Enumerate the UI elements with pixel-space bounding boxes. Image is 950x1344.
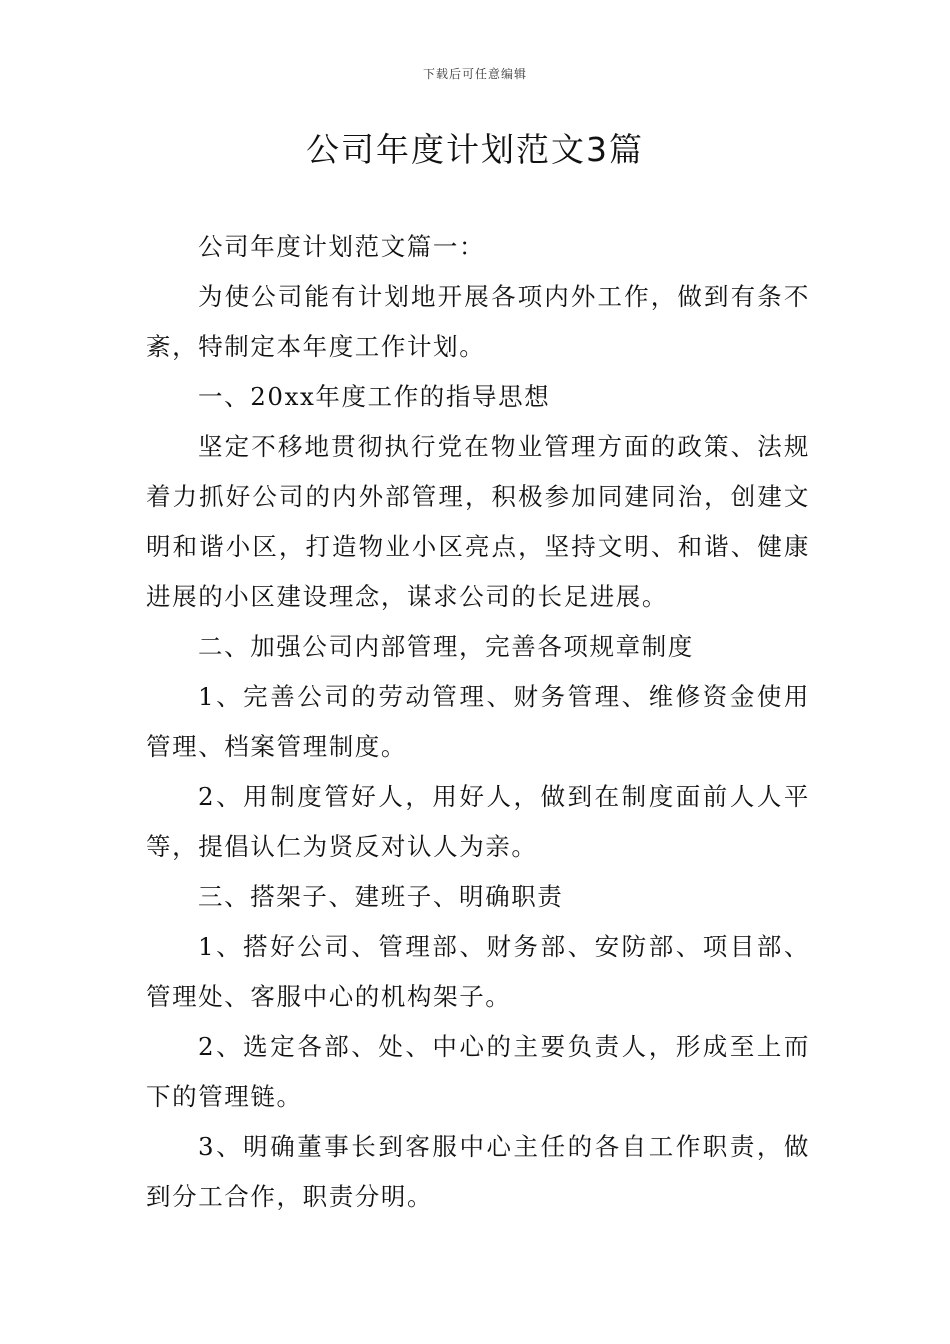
paragraph-guiding-thought: 坚定不移地贯彻执行党在物业管理方面的政策、法规着力抓好公司的内外部管理，积极参加同建同治，创建文明和谐小区，打造物业小区亮点，坚持文明、和谐、健康进展的小区建设理念，谋求公司的长足进展。 [146,432,810,611]
paragraph-item-2-2: 2、用制度管好人，用好人，做到在制度面前人人平等，提倡认仁为贤反对认人为亲。 [146,782,810,861]
paragraph-heading-1: 一、20xx年度工作的指导思想 [198,382,551,411]
paragraph-heading-2: 二、加强公司内部管理，完善各项规章制度 [198,632,694,661]
paragraph-intro: 为使公司能有计划地开展各项内外工作，做到有条不紊，特制定本年度工作计划。 [146,282,810,361]
header-note: 下载后可任意编辑 [422,67,527,81]
paragraph-section-heading: 公司年度计划范文篇一： [198,232,486,261]
paragraph-item-2-1: 1、完善公司的劳动管理、财务管理、维修资金使用管理、档案管理制度。 [146,682,810,761]
document-title: 公司年度计划范文3篇 [306,130,644,169]
paragraph-heading-3: 三、搭架子、建班子、明确职责 [198,882,564,911]
document-body [146,222,810,1222]
paragraph-item-3-2: 2、选定各部、处、中心的主要负责人，形成至上而下的管理链。 [146,1032,810,1111]
paragraph-item-3-1: 1、搭好公司、管理部、财务部、安防部、项目部、管理处、客服中心的机构架子。 [146,932,810,1011]
paragraph-item-3-3: 3、明确董事长到客服中心主任的各自工作职责，做到分工合作，职责分明。 [146,1132,810,1211]
